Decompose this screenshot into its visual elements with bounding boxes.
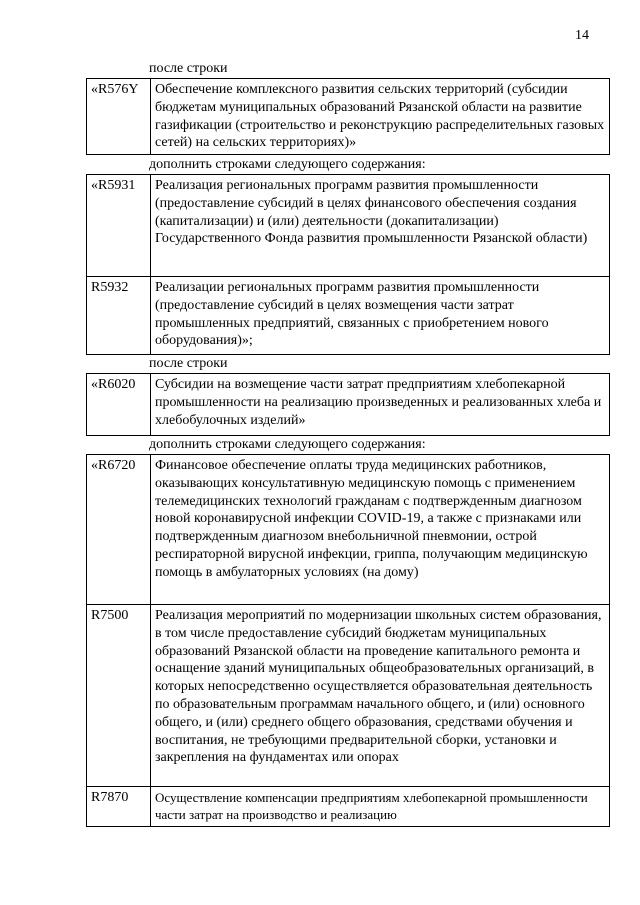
- section-heading: дополнить строками следующего содержания:: [149, 157, 426, 172]
- table-row: [87, 175, 610, 277]
- row-description: Реализация региональных программ развития промышленности (предоставление субсидий в целях финансового обеспечения создания (капитализации) и (или) деятельности (докапитализации) Государственного Фонда развития промышленности Рязанской области): [151, 175, 610, 277]
- row-description: Обеспечение комплексного развития сельских территорий (субсидии бюджетам муниципальных образований Рязанской области на развитие газификации (строительство и реконструкцию распределительных газовых сетей) на сельских территориях)»: [151, 79, 610, 155]
- codes-table: [86, 78, 610, 155]
- table-row: [87, 605, 610, 787]
- row-code: «R5931: [87, 175, 151, 277]
- row-description: Субсидии на возмещение части затрат предприятиям хлебопекарной промышленности на реализацию произведенных и реализованных хлеба и хлебобулочных изделий»: [151, 374, 610, 436]
- table-row: [87, 277, 610, 355]
- row-description: Осуществление компенсации предприятиям хлебопекарной промышленности части затрат на производство и реализацию: [151, 787, 610, 827]
- table-row: [87, 79, 610, 155]
- table-row: [87, 455, 610, 605]
- codes-table: [86, 454, 610, 827]
- codes-table: [86, 174, 610, 355]
- page-number: 14: [575, 28, 589, 43]
- row-code: R7500: [87, 605, 151, 787]
- row-description: Реализация мероприятий по модернизации школьных систем образования, в том числе предоставление субсидий бюджетам муниципальных образований Рязанской области на проведение капитального ремонта и оснащение зданий муниципальных общеобразовательных организаций, в которых непосредственно осуществляется образовательная деятельность по образовательным программам начального общего, и (или) основного общего, и (или) среднего общего образования, средствами обучения и воспитания, не требующими предварительной сборки, установки и закрепления на фундаментах или опорах: [151, 605, 610, 787]
- row-code: «R6720: [87, 455, 151, 605]
- row-code: R7870: [87, 787, 151, 827]
- table-row: [87, 787, 610, 827]
- row-code: «R6020: [87, 374, 151, 436]
- row-code: R5932: [87, 277, 151, 355]
- row-description: Реализации региональных программ развития промышленности (предоставление субсидий в целях возмещения части затрат промышленных предприятий, связанных с приобретением нового оборудования)»;: [151, 277, 610, 355]
- section-heading: после строки: [149, 61, 228, 76]
- row-description: Финансовое обеспечение оплаты труда медицинских работников, оказывающих консультативную медицинскую помощь с применением телемедицинских технологий гражданам с подтвержденным диагнозом новой коронавирусной инфекции COVID-19, а также с признаками или подтвержденным диагнозом внебольничной пневмонии, острой респираторной вирусной инфекции, гриппа, получающим медицинскую помощь в амбулаторных условиях (на дому): [151, 455, 610, 605]
- section-heading: после строки: [149, 356, 228, 371]
- table-row: [87, 374, 610, 436]
- section-heading: дополнить строками следующего содержания:: [149, 437, 426, 452]
- row-code: «R576Y: [87, 79, 151, 155]
- codes-table: [86, 373, 610, 436]
